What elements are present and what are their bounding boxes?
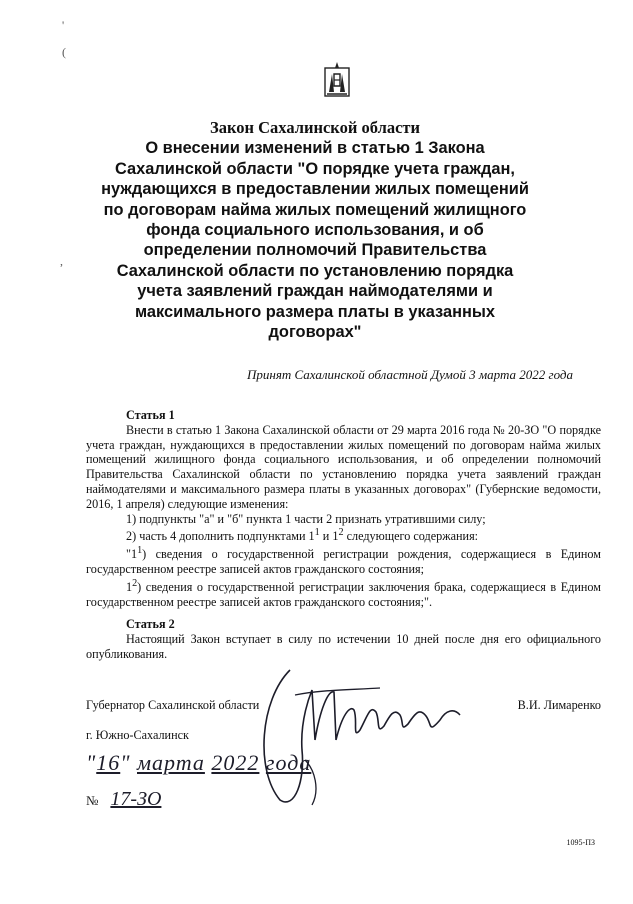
adoption-note: Принят Сахалинской областной Думой 3 марта 2022 года bbox=[247, 367, 573, 382]
title-line: нуждающихся в предоставлении жилых помещений bbox=[101, 180, 529, 199]
article-1-item-2: 2) часть 4 дополнить подпунктами $1^1$ и $1^2$ следующего содержания: bbox=[126, 527, 479, 544]
article-1-subitem-2: $1^2$) сведения о государственной регистрации заключения брака, содержащиеся в Едином государственном реестре записей актов гражданского состояния;". bbox=[86, 577, 601, 609]
article-1 bbox=[86, 408, 601, 610]
article-2-text: Настоящий Закон вступает в силу по истечении 10 дней после дня его официального опубликования. bbox=[86, 631, 601, 661]
title-line: О внесении изменений в статью 1 Закона bbox=[145, 139, 485, 158]
margin-mark: ' bbox=[62, 18, 65, 32]
margin-mark: ( bbox=[62, 45, 66, 59]
city: г. Южно-Сахалинск bbox=[86, 728, 189, 742]
article-2-title: Статья 2 bbox=[126, 617, 175, 631]
margin-mark: , bbox=[60, 254, 63, 268]
title-line: Сахалинской области по установлению порядка bbox=[116, 261, 514, 280]
law-heading: Закон Сахалинской области bbox=[209, 118, 421, 137]
article-1-item-1: 1) подпункты "а" и "б" пункта 1 части 2 признать утратившими силу; bbox=[126, 511, 486, 526]
title-line: по договорам найма жилых помещений жилищного bbox=[103, 200, 527, 219]
sakhalin-coat-of-arms-icon bbox=[324, 62, 350, 98]
governor-name: В.И. Лимаренко bbox=[517, 698, 601, 712]
article-1-intro: Внести в статью 1 Закона Сахалинской области от 29 марта 2016 года № 20-ЗО "О порядке учета граждан, нуждающихся в предоставлении жилых помещений по договорам найма жилых помещений жилищного фонда социального использования, и об определении полномочий Правительства Сахалинской области по установлению порядка учета заявлений граждан наймодателями и максимального размера платы в указанных договорах" (Губернские ведомости, 2016, 1 апреля) следующие изменения: bbox=[86, 422, 601, 511]
governor-position: Губернатор Сахалинской области bbox=[86, 698, 260, 712]
signing-date: "16" марта 2022 года bbox=[86, 750, 312, 775]
title-line: договорах" bbox=[268, 323, 362, 342]
article-1-subitem-1: "$1^1$) сведения о государственной регистрации рождения, содержащиеся в Едином государственном реестре записей актов гражданского состояния; bbox=[86, 545, 601, 577]
title-line: максимального размера платы в указанных bbox=[134, 302, 496, 321]
law-number: № 17-ЗО bbox=[86, 788, 162, 810]
article-2 bbox=[86, 617, 601, 661]
signature-icon bbox=[250, 660, 470, 810]
document-code: 1095-ПЗ bbox=[566, 838, 595, 847]
title-line: учета заявлений граждан наймодателями и bbox=[137, 282, 493, 301]
title-line: определении полномочий Правительства bbox=[143, 241, 487, 260]
title-line: фонда социального использования, и об bbox=[146, 221, 484, 240]
article-1-title: Статья 1 bbox=[126, 408, 175, 422]
law-title bbox=[50, 118, 580, 342]
title-line: Сахалинской области "О порядке учета граждан, bbox=[115, 159, 515, 178]
